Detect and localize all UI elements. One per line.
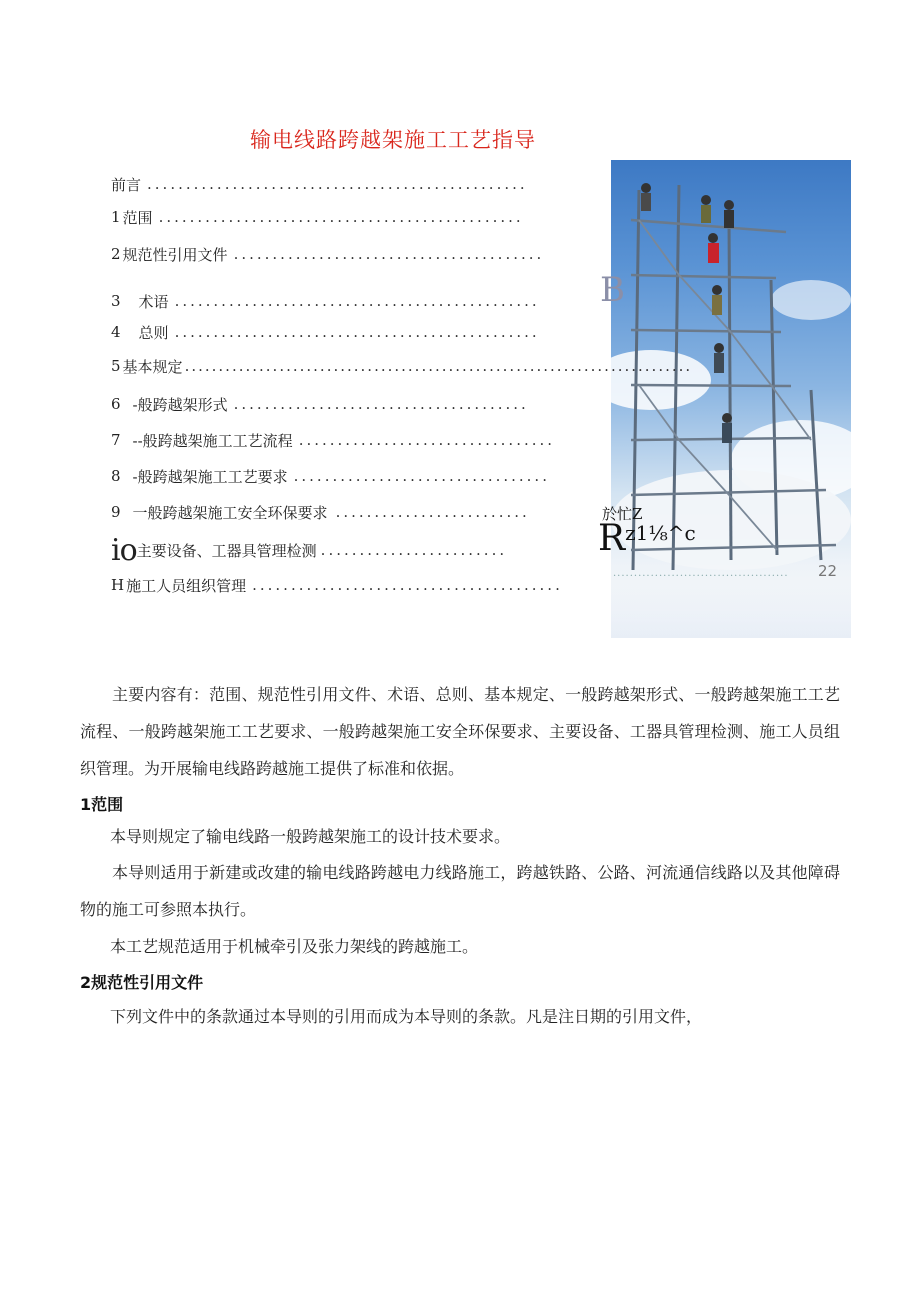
page-number: 22	[818, 562, 838, 580]
toc-item-scope[interactable]	[111, 205, 524, 229]
toc-item-number: 9	[111, 503, 121, 521]
toc-item-number: 1	[111, 208, 121, 226]
scaffolding-illustration	[611, 160, 851, 638]
toc-dots: ........................................	[233, 245, 545, 263]
page-dots: ..........................................	[613, 568, 789, 579]
toc-item-label: -般跨越架形式	[132, 395, 228, 414]
toc-item-label: 主要设备、工器具管理检测	[136, 541, 317, 560]
toc-item-number: 2	[111, 245, 121, 263]
toc-item-number: 7	[111, 431, 121, 449]
toc-item-number: 8	[111, 467, 121, 485]
toc-item-number: H	[111, 576, 125, 594]
toc-item-process-requirements[interactable]	[111, 464, 550, 488]
toc-dots: ........................................	[252, 576, 563, 594]
toc-item-personnel[interactable]	[111, 573, 563, 597]
toc-item-label: 施工人员组织管理	[126, 576, 247, 595]
overlay-r-small: z1⅛^c	[625, 521, 696, 545]
toc-item-label: --般跨越架施工工艺流程	[132, 431, 293, 450]
toc-dots: .................................................	[147, 175, 528, 193]
intro-paragraph	[80, 676, 840, 787]
toc-item-number: 3	[111, 292, 121, 310]
toc-dots: .................................	[298, 431, 556, 449]
section-1-heading: 1范围	[80, 795, 124, 814]
photo-reflection	[611, 582, 851, 638]
toc-item-number: 6	[111, 395, 121, 413]
toc-item-label: 总则	[138, 323, 169, 342]
overlay-mark-text: 於忙Z	[602, 505, 643, 523]
toc-dots: ...............................................	[158, 208, 524, 226]
scaffolding-photo	[611, 160, 851, 638]
toc-item-label: 基本规定	[122, 357, 183, 376]
section-2-paragraph-1: 下列文件中的条款通过本导则的引用而成为本导则的条款。凡是注日期的引用文件，	[110, 1007, 703, 1026]
overlay-letter-b: B	[600, 270, 625, 310]
toc-dots: ...............................................	[174, 323, 540, 341]
overlay-r-letter: R	[598, 518, 626, 559]
section-1-paragraph-2: 本导则适用于新建或改建的输电线路跨越电力线路施工，跨越铁路、公路、河流通信线路以及其他障碍物的施工可参照本执行。	[80, 863, 840, 919]
document-title: 输电线路跨越架施工工艺指导	[250, 128, 536, 152]
toc-item-foreword[interactable]	[111, 172, 528, 196]
toc-item-number: io	[111, 532, 137, 568]
toc-item-terms[interactable]	[111, 289, 540, 313]
section-2-heading: 2规范性引用文件	[80, 973, 204, 992]
section-1-paragraph-2-block	[80, 854, 840, 928]
toc-dots: ...........................................................................	[184, 357, 693, 375]
toc-item-label: 规范性引用文件	[122, 245, 228, 264]
toc-item-label: 一般跨越架施工安全环保要求	[132, 503, 328, 522]
toc-item-process-flow[interactable]	[111, 428, 555, 452]
section-1-paragraph-3: 本工艺规范适用于机械牵引及张力架线的跨越施工。	[110, 937, 479, 956]
toc-dots: .................................	[293, 467, 550, 485]
toc-item-equipment[interactable]	[111, 534, 507, 566]
toc-dots: ........................	[320, 541, 508, 559]
toc-item-basic-rules[interactable]	[111, 354, 692, 378]
overlay-r-text	[598, 518, 696, 559]
toc-item-number: 4	[111, 323, 121, 341]
toc-item-label: 前言	[111, 175, 142, 194]
intro-text: 主要内容有：范围、规范性引用文件、术语、总则、基本规定、一般跨越架形式、一般跨越架施工工艺流程、一般跨越架施工工艺要求、一般跨越架施工安全环保要求、主要设备、工器具管理检测、施工人员组织管理。为开展输电线路跨越施工提供了标准和依据。	[80, 685, 840, 778]
toc-item-general[interactable]	[111, 320, 540, 344]
toc-item-label: -般跨越架施工工艺要求	[132, 467, 288, 486]
toc-item-scaffold-forms[interactable]	[111, 392, 529, 416]
toc-dots: ...............................................	[174, 292, 540, 310]
toc-item-normative-references[interactable]	[111, 242, 544, 266]
toc-item-label: 范围	[122, 208, 153, 227]
toc-dots: ......................................	[233, 395, 529, 413]
toc-item-label: 术语	[138, 292, 169, 311]
toc-dots: .........................	[335, 503, 530, 521]
toc-item-number: 5	[111, 357, 121, 375]
toc-item-safety-environment[interactable]	[111, 500, 530, 524]
section-1-paragraph-1: 本导则规定了输电线路一般跨越架施工的设计技术要求。	[110, 827, 511, 846]
